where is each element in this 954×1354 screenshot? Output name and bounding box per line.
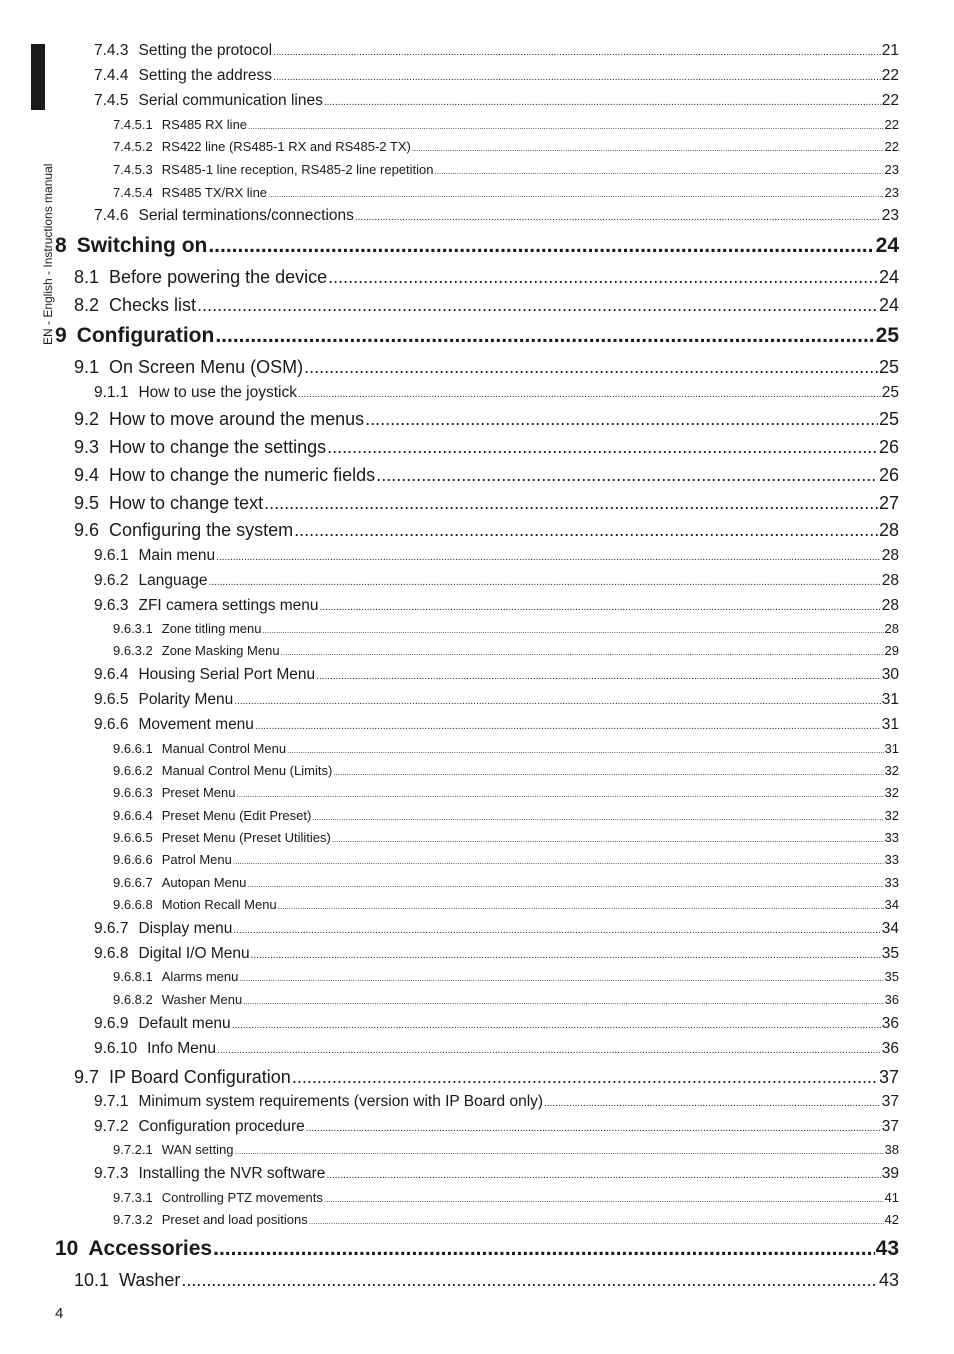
toc-entry-page: 33: [884, 830, 899, 845]
toc-leader-dots: [544, 1098, 881, 1109]
toc-entry-title: Preset Menu: [161, 785, 236, 800]
toc-entry[interactable]: [113, 117, 899, 132]
toc-entry[interactable]: [94, 666, 899, 684]
toc-entry-number: 9.6.6.4: [113, 808, 153, 823]
toc-entry[interactable]: [94, 1040, 899, 1058]
toc-entry[interactable]: [94, 1118, 899, 1136]
toc-leader-dots: [236, 790, 883, 799]
toc-entry-page: 33: [884, 875, 899, 890]
toc-entry-title: Preset and load positions: [161, 1212, 308, 1227]
toc-entry-number: 9.6.8.1: [113, 969, 153, 984]
toc-entry-page: 36: [881, 1015, 899, 1032]
toc-entry-number: 7.4.5.4: [113, 185, 153, 200]
toc-entry-page: 42: [884, 1212, 899, 1227]
toc-entry-title: Language: [138, 572, 208, 589]
toc-entry-page: 41: [884, 1190, 899, 1205]
toc-entry-number: 8.2: [74, 295, 100, 315]
toc-entry-number: 7.4.4: [94, 67, 129, 84]
toc-leader-dots: [208, 577, 880, 588]
toc-entry-title: Configuration procedure: [138, 1118, 305, 1135]
toc-entry[interactable]: [94, 207, 899, 225]
toc-entry-title: Serial terminations/connections: [138, 207, 354, 224]
toc-entry-number: 7.4.5.1: [113, 117, 153, 132]
toc-entry[interactable]: [113, 785, 899, 800]
toc-entry-page: 39: [881, 1165, 899, 1182]
toc-entry-number: 9.6.6.6: [113, 852, 153, 867]
toc-leader-dots: [332, 835, 884, 844]
toc-entry[interactable]: [113, 992, 899, 1007]
toc-entry-title: How to use the joystick: [138, 384, 297, 401]
toc-entry-number: 9.6.6.1: [113, 741, 153, 756]
toc-entry[interactable]: [113, 1190, 899, 1205]
toc-entry-title: Switching on: [76, 234, 208, 257]
toc-entry-title: Movement menu: [138, 716, 254, 733]
toc-leader-dots: [216, 552, 881, 563]
toc-leader-dots: [181, 1270, 878, 1291]
toc-entry-page: 33: [884, 852, 899, 867]
toc-entry-title: Accessories: [88, 1237, 213, 1260]
toc-entry-page: 21: [881, 42, 899, 59]
toc-entry-number: 9.6.10: [94, 1040, 138, 1057]
toc-leader-dots: [243, 997, 883, 1006]
toc-entry-number: 9.6.8.2: [113, 992, 153, 1007]
toc-entry[interactable]: [94, 42, 899, 60]
toc-entry-page: 22: [881, 67, 899, 84]
toc-leader-dots: [328, 267, 878, 288]
toc-entry-page: 37: [878, 1067, 899, 1087]
toc-entry-title: Default menu: [138, 1015, 231, 1032]
toc-entry[interactable]: [74, 409, 899, 430]
toc-leader-dots: [333, 768, 883, 777]
toc-entry-number: 9.6.1: [94, 547, 129, 564]
toc-entry-number: 9.4: [74, 465, 100, 485]
toc-leader-dots: [263, 626, 884, 635]
toc-entry[interactable]: [113, 875, 899, 890]
toc-entry-title: RS485 TX/RX line: [161, 185, 268, 200]
toc-entry-page: 30: [881, 666, 899, 683]
toc-entry-title: Polarity Menu: [138, 691, 234, 708]
toc-entry-title: How to change the settings: [109, 437, 327, 457]
toc-entry-page: 23: [884, 162, 899, 177]
toc-entry-title: Washer: [119, 1270, 181, 1290]
toc-leader-dots: [309, 1217, 884, 1226]
toc-entry-number: 9.6.4: [94, 666, 129, 683]
toc-leader-dots: [264, 493, 878, 514]
toc-entry-title: Setting the protocol: [138, 42, 273, 59]
toc-leader-dots: [208, 234, 874, 258]
toc-entry-page: 24: [878, 295, 899, 315]
toc-entry-title: Before powering the device: [109, 267, 328, 287]
toc-entry-title: Digital I/O Menu: [138, 945, 250, 962]
toc-leader-dots: [233, 857, 884, 866]
toc-entry-title: Display menu: [138, 920, 233, 937]
toc-leader-dots: [215, 324, 874, 348]
toc-leader-dots: [312, 813, 883, 822]
toc-entry[interactable]: [94, 716, 899, 734]
toc-entry-page: 35: [884, 969, 899, 984]
toc-entry-page: 32: [884, 785, 899, 800]
toc-entry-page: 28: [881, 547, 899, 564]
toc-entry-number: 9.6.9: [94, 1015, 129, 1032]
toc-entry-number: 9.7.2: [94, 1118, 129, 1135]
toc-entry-title: RS485 RX line: [161, 117, 248, 132]
toc-entry[interactable]: [74, 520, 899, 541]
toc-entry-number: 9.7.3: [94, 1165, 129, 1182]
toc-entry-number: 9.6.6.5: [113, 830, 153, 845]
toc-entry[interactable]: [74, 267, 899, 288]
toc-leader-dots: [287, 746, 883, 755]
toc-entry-page: 23: [884, 185, 899, 200]
toc-entry-page: 25: [881, 384, 899, 401]
toc-leader-dots: [326, 1170, 880, 1181]
toc-leader-dots: [412, 144, 884, 153]
toc-entry-page: 38: [884, 1142, 899, 1157]
toc-entry-title: Alarms menu: [161, 969, 239, 984]
toc-entry-page: 25: [878, 357, 899, 377]
toc-entry-number: 9.6.5: [94, 691, 129, 708]
toc-leader-dots: [376, 465, 878, 486]
toc-entry-number: 9.7.3.1: [113, 1190, 153, 1205]
toc-entry-page: 36: [881, 1040, 899, 1057]
toc-entry-number: 9.6.3.1: [113, 621, 153, 636]
toc-entry[interactable]: [94, 67, 899, 85]
toc-leader-dots: [273, 72, 881, 83]
toc-entry-page: 22: [881, 92, 899, 109]
toc-entry-title: IP Board Configuration: [109, 1067, 291, 1087]
toc-entry-number: 9.7.1: [94, 1093, 129, 1110]
toc-entry[interactable]: [55, 234, 899, 258]
toc-entry-number: 9.6.3.2: [113, 643, 153, 658]
toc-entry-title: Zone titling menu: [161, 621, 262, 636]
toc-entry-number: 9.6.3: [94, 597, 129, 614]
toc-entry[interactable]: [94, 1015, 899, 1033]
toc-entry-title: Manual Control Menu (Limits): [161, 763, 333, 778]
toc-entry[interactable]: [113, 1212, 899, 1227]
toc-entry-title: RS485-1 line reception, RS485-2 line repetition: [161, 162, 434, 177]
toc-leader-dots: [239, 974, 883, 983]
toc-entry[interactable]: [113, 852, 899, 867]
toc-entry[interactable]: [74, 437, 899, 458]
toc-entry[interactable]: [74, 1067, 899, 1088]
toc-entry-title: Patrol Menu: [161, 852, 232, 867]
toc-leader-dots: [234, 696, 881, 707]
toc-entry[interactable]: [113, 621, 899, 636]
toc-entry-title: Motion Recall Menu: [161, 897, 277, 912]
side-tab-marker: [31, 44, 45, 110]
toc-entry-number: 7.4.6: [94, 207, 129, 224]
toc-entry-title: How to change text: [109, 493, 264, 513]
toc-entry[interactable]: [94, 945, 899, 963]
toc-entry-page: 36: [884, 992, 899, 1007]
toc-entry-page: 28: [881, 597, 899, 614]
toc-entry-number: 9: [55, 324, 67, 347]
toc-entry-number: 10: [55, 1237, 79, 1260]
toc-entry[interactable]: [113, 969, 899, 984]
toc-entry[interactable]: [113, 808, 899, 823]
toc-leader-dots: [434, 167, 883, 176]
toc-entry-page: 37: [881, 1118, 899, 1135]
toc-entry-page: 22: [884, 139, 899, 154]
toc-entry-page: 31: [881, 716, 899, 733]
toc-entry-title: Washer Menu: [161, 992, 243, 1007]
toc-entry-title: Setting the address: [138, 67, 273, 84]
toc-leader-dots: [278, 902, 884, 911]
toc-entry-number: 7.4.5.3: [113, 162, 153, 177]
toc-entry[interactable]: [55, 1237, 899, 1261]
toc-entry-title: On Screen Menu (OSM): [109, 357, 304, 377]
toc-entry-page: 25: [878, 409, 899, 429]
toc-entry[interactable]: [94, 384, 899, 402]
toc-entry-title: Configuring the system: [109, 520, 294, 540]
toc-entry-title: Installing the NVR software: [138, 1165, 326, 1182]
toc-entry-number: 9.6: [74, 520, 100, 540]
toc-leader-dots: [298, 389, 881, 400]
toc-entry[interactable]: [113, 643, 899, 658]
toc-leader-dots: [306, 1123, 881, 1134]
toc-leader-dots: [355, 212, 881, 223]
toc-entry-page: 26: [878, 465, 899, 485]
toc-entry-page: 31: [884, 741, 899, 756]
toc-entry-number: 9.7.2.1: [113, 1142, 153, 1157]
toc-entry-number: 9.5: [74, 493, 100, 513]
toc-entry-title: Serial communication lines: [138, 92, 323, 109]
toc-entry-number: 9.1: [74, 357, 100, 377]
toc-entry-title: ZFI camera settings menu: [138, 597, 319, 614]
toc-leader-dots: [217, 1045, 881, 1056]
toc-entry[interactable]: [74, 465, 899, 486]
toc-entry-title: Info Menu: [147, 1040, 217, 1057]
toc-entry-page: 28: [878, 520, 899, 540]
toc-entry-number: 9.6.6.8: [113, 897, 153, 912]
toc-leader-dots: [235, 1147, 884, 1156]
toc-entry[interactable]: [94, 920, 899, 938]
toc-entry-page: 24: [878, 267, 899, 287]
toc-leader-dots: [294, 520, 878, 541]
toc-entry[interactable]: [113, 139, 899, 154]
toc-leader-dots: [320, 602, 881, 613]
toc-leader-dots: [324, 1195, 884, 1204]
toc-entry-page: 37: [881, 1093, 899, 1110]
toc-entry-page: 34: [884, 897, 899, 912]
toc-entry-number: 7.4.3: [94, 42, 129, 59]
toc-entry-title: Controlling PTZ movements: [161, 1190, 323, 1205]
toc-entry[interactable]: [113, 185, 899, 200]
toc-entry[interactable]: [94, 572, 899, 590]
toc-entry-title: WAN setting: [161, 1142, 234, 1157]
toc-entry-page: 25: [875, 324, 899, 347]
toc-entry[interactable]: [113, 897, 899, 912]
toc-entry-number: 9.6.6: [94, 716, 129, 733]
toc-entry-title: How to move around the menus: [109, 409, 365, 429]
toc-entry-page: 27: [878, 493, 899, 513]
toc-entry-number: 9.7.3.2: [113, 1212, 153, 1227]
toc-entry-title: Manual Control Menu: [161, 741, 287, 756]
toc-entry-title: Preset Menu (Preset Utilities): [161, 830, 331, 845]
toc-leader-dots: [251, 950, 881, 961]
toc-leader-dots: [281, 648, 884, 657]
toc-leader-dots: [365, 409, 878, 430]
toc-entry-number: 10.1: [74, 1270, 110, 1290]
toc-entry-page: 32: [884, 763, 899, 778]
toc-entry-page: 24: [875, 234, 899, 257]
toc-entry-number: 9.6.7: [94, 920, 129, 937]
toc-entry[interactable]: [113, 830, 899, 845]
toc-entry-page: 23: [881, 207, 899, 224]
toc-entry-page: 22: [884, 117, 899, 132]
toc-entry[interactable]: [94, 1093, 899, 1111]
toc-entry-page: 28: [884, 621, 899, 636]
toc-entry-page: 43: [878, 1270, 899, 1290]
toc-entry-number: 8: [55, 234, 67, 257]
toc-entry-number: 9.6.6.2: [113, 763, 153, 778]
toc-entry-page: 31: [881, 691, 899, 708]
toc-leader-dots: [232, 1020, 881, 1031]
toc-entry-number: 9.3: [74, 437, 100, 457]
toc-entry-number: 7.4.5.2: [113, 139, 153, 154]
toc-entry-page: 43: [875, 1237, 899, 1260]
toc-entry-page: 35: [881, 945, 899, 962]
toc-entry[interactable]: [94, 1165, 899, 1183]
toc-entry-number: 9.6.6.3: [113, 785, 153, 800]
toc-entry-title: How to change the numeric fields: [109, 465, 376, 485]
toc-entry-title: Autopan Menu: [161, 875, 247, 890]
toc-leader-dots: [247, 880, 883, 889]
toc-leader-dots: [197, 295, 878, 316]
toc-entry-page: 28: [881, 572, 899, 589]
toc-entry[interactable]: [94, 691, 899, 709]
toc-entry-title: Checks list: [109, 295, 197, 315]
toc-leader-dots: [268, 190, 884, 199]
toc-entry[interactable]: [113, 763, 899, 778]
toc-entry-number: 9.2: [74, 409, 100, 429]
toc-entry-number: 9.6.6.7: [113, 875, 153, 890]
toc-entry-number: 9.6.8: [94, 945, 129, 962]
toc-entry[interactable]: [74, 295, 899, 316]
toc-entry[interactable]: [113, 1142, 899, 1157]
toc-entry[interactable]: [74, 357, 899, 378]
toc-entry[interactable]: [94, 92, 899, 110]
toc-entry-title: Preset Menu (Edit Preset): [161, 808, 312, 823]
toc-entry[interactable]: [55, 324, 899, 348]
toc-entry-title: RS422 line (RS485-1 RX and RS485-2 TX): [161, 139, 411, 154]
toc-entry[interactable]: [113, 741, 899, 756]
toc-entry-number: 9.6.2: [94, 572, 129, 589]
toc-entry-title: Main menu: [138, 547, 216, 564]
toc-entry[interactable]: [94, 547, 899, 565]
toc-leader-dots: [316, 671, 881, 682]
toc-entry-number: 9.7: [74, 1067, 100, 1087]
toc-leader-dots: [233, 925, 880, 936]
toc-entry[interactable]: [113, 162, 899, 177]
toc-leader-dots: [324, 97, 881, 108]
toc-entry-page: 34: [881, 920, 899, 937]
toc-entry-number: 8.1: [74, 267, 100, 287]
toc-leader-dots: [292, 1067, 878, 1088]
toc-entry-page: 26: [878, 437, 899, 457]
toc-entry-title: Minimum system requirements (version with IP Board only): [138, 1093, 544, 1110]
toc-leader-dots: [327, 437, 878, 458]
sidebar-label: EN - English - Instructions manual: [41, 163, 55, 345]
toc-entry-number: 7.4.5: [94, 92, 129, 109]
toc-leader-dots: [213, 1237, 875, 1261]
toc-entry-page: 29: [884, 643, 899, 658]
toc-entry-title: Housing Serial Port Menu: [138, 666, 316, 683]
toc-entry[interactable]: [74, 1270, 899, 1291]
toc-entry-page: 32: [884, 808, 899, 823]
toc-entry-number: 9.1.1: [94, 384, 129, 401]
toc-leader-dots: [248, 122, 883, 131]
toc-leader-dots: [273, 47, 881, 58]
page-number: 4: [55, 1305, 64, 1322]
toc-entry-title: Configuration: [76, 324, 215, 347]
toc-leader-dots: [255, 721, 881, 732]
toc-leader-dots: [304, 357, 878, 378]
toc-entry[interactable]: [94, 597, 899, 615]
toc-entry-title: Zone Masking Menu: [161, 643, 280, 658]
toc-entry[interactable]: [74, 493, 899, 514]
